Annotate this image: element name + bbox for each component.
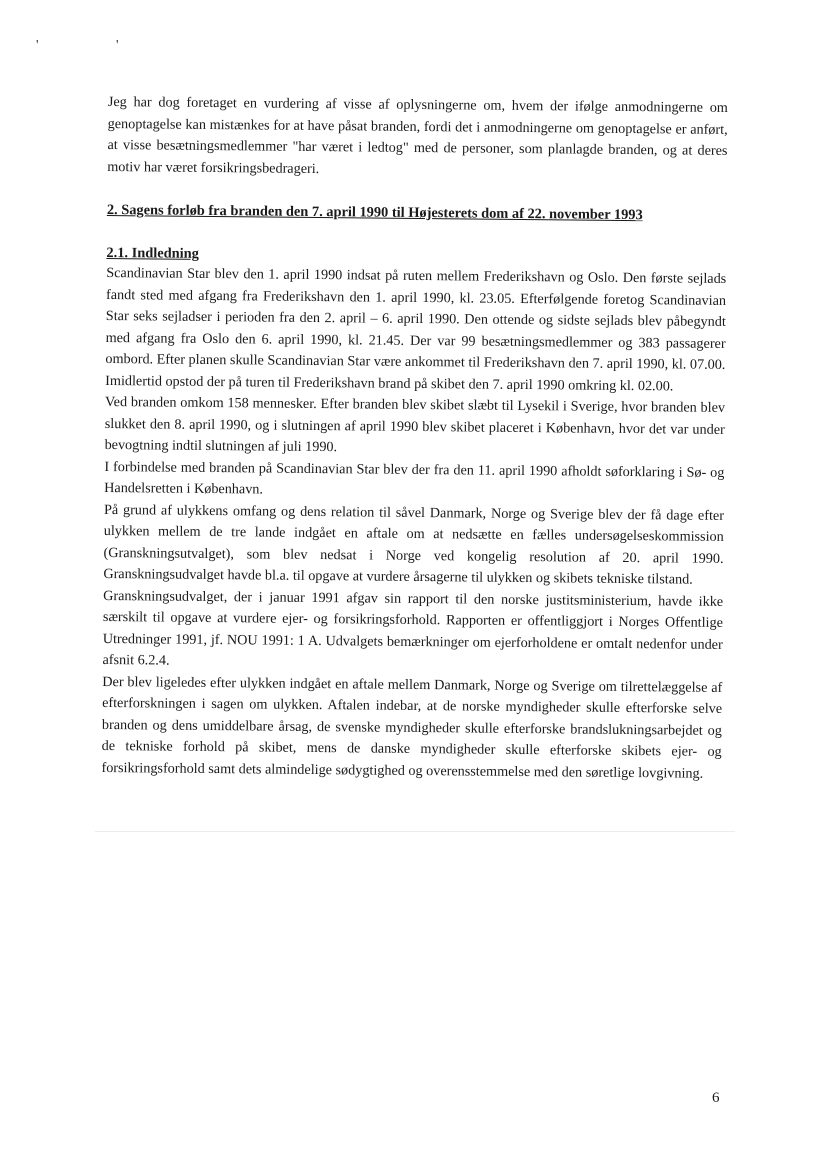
scan-artifact-line [95,831,735,832]
body-paragraph: Scandinavian Star blev den 1. april 1990 indsat på ruten mellem Frederikshavn og Oslo. Den første sejlads fandt sted med afgang fra Frederikshavn den 1. april 1990, kl. 23.05. Efterfølgende foretog Scandinavian Star seks sejladser i perioden fra den 2. april – 6. april 1990. Den ottende og sidste sejlads blev påbegyndt med afgang fra Oslo den 6. april 1990, kl. 21.45. Der var 99 besætningsmedlemmer og 383 passagerer ombord. Efter planen skulle Scandinavian Star være ankommet til Frederikshavn den 7. april 1990, kl. 07.00. Imidlertid opstod der på turen til Frederikshavn brand på skibet den 7. april 1990 omkring kl. 02.00. [105,264,727,394]
body-paragraph: Ved branden omkom 158 mennesker. Efter branden blev skibet slæbt til Lysekil i Sverige, hvor branden blev slukket den 8. april 1990, og i slutningen af april 1990 blev skibet placeret i København, hvor det var under bevogtning indtil slutningen af juli 1990. [104,393,726,456]
intro-paragraph: Jeg har dog foretaget en vurdering af visse af oplysningerne om, hvem der ifølge anmodningerne om genoptagelse kan mistænkes for at have påsat branden, fordi det i anmodningerne om genoptagelse er anført, at visse besætningsmedlemmer "har været i ledtog" med de personer, som planlagde branden, og at deres motiv har været forsikringsbedrageri. [107,93,728,177]
body-paragraph: I forbindelse med branden på Scandinavian Star blev der fra den 11. april 1990 afholdt søforklaring i Sø- og Handelsretten i København. [104,458,725,498]
section-heading: 2. Sagens forløb fra branden den 7. april 1990 til Højesterets dom af 22. november 1993 [106,201,643,224]
body-paragraph: Der blev ligeledes efter ulykken indgået en aftale mellem Danmark, Norge og Sverige om tilrettelæggelse af efterforskningen i sagen om ulykken. Aftalen indebar, at de norske myndigheder skulle efterforske selve branden og dens umiddelbare årsag, de svenske myndigheder skulle efterforske brandslukningsarbejdet og de tekniske forhold på skibet, mens de danske myndigheder skulle efterforske skibets ejer- og forsikringsforhold samt dets almindelige sødygtighed og overensstemmelse med den søretlige lovgivning. [101,673,723,782]
page-number: 6 [712,1090,720,1106]
body-paragraph: Granskningsudvalget, der i januar 1991 afgav sin rapport til den norske justitsministerium, havde ikke særskilt til opgave at vurdere ejer- og forsikringsforhold. Rapporten er offentliggjort i Norges Offentlige Utredninger 1991, jf. NOU 1991: 1 A. Udvalgets bemærkninger om ejerforholdene er omtalt nedenfor under afsnit 6.2.4. [102,587,724,669]
scan-mark: ' [116,38,119,53]
document-body [101,92,728,785]
scan-mark: ' [36,38,39,53]
body-paragraph: På grund af ulykkens omfang og dens relation til såvel Danmark, Norge og Sverige blev der få dage efter ulykken mellem de tre lande indgået en aftale om at nedsætte en fælles undersøgelseskommission (Granskningsutvalget), som blev nedsat i Norge ved kongelig resolution af 20. april 1990. Granskningsudvalget havde bl.a. til opgave at vurdere årsagerne til ulykken og skibets tekniske tilstand. [103,501,725,588]
subsection-heading: 2.1. Indledning [106,244,199,262]
